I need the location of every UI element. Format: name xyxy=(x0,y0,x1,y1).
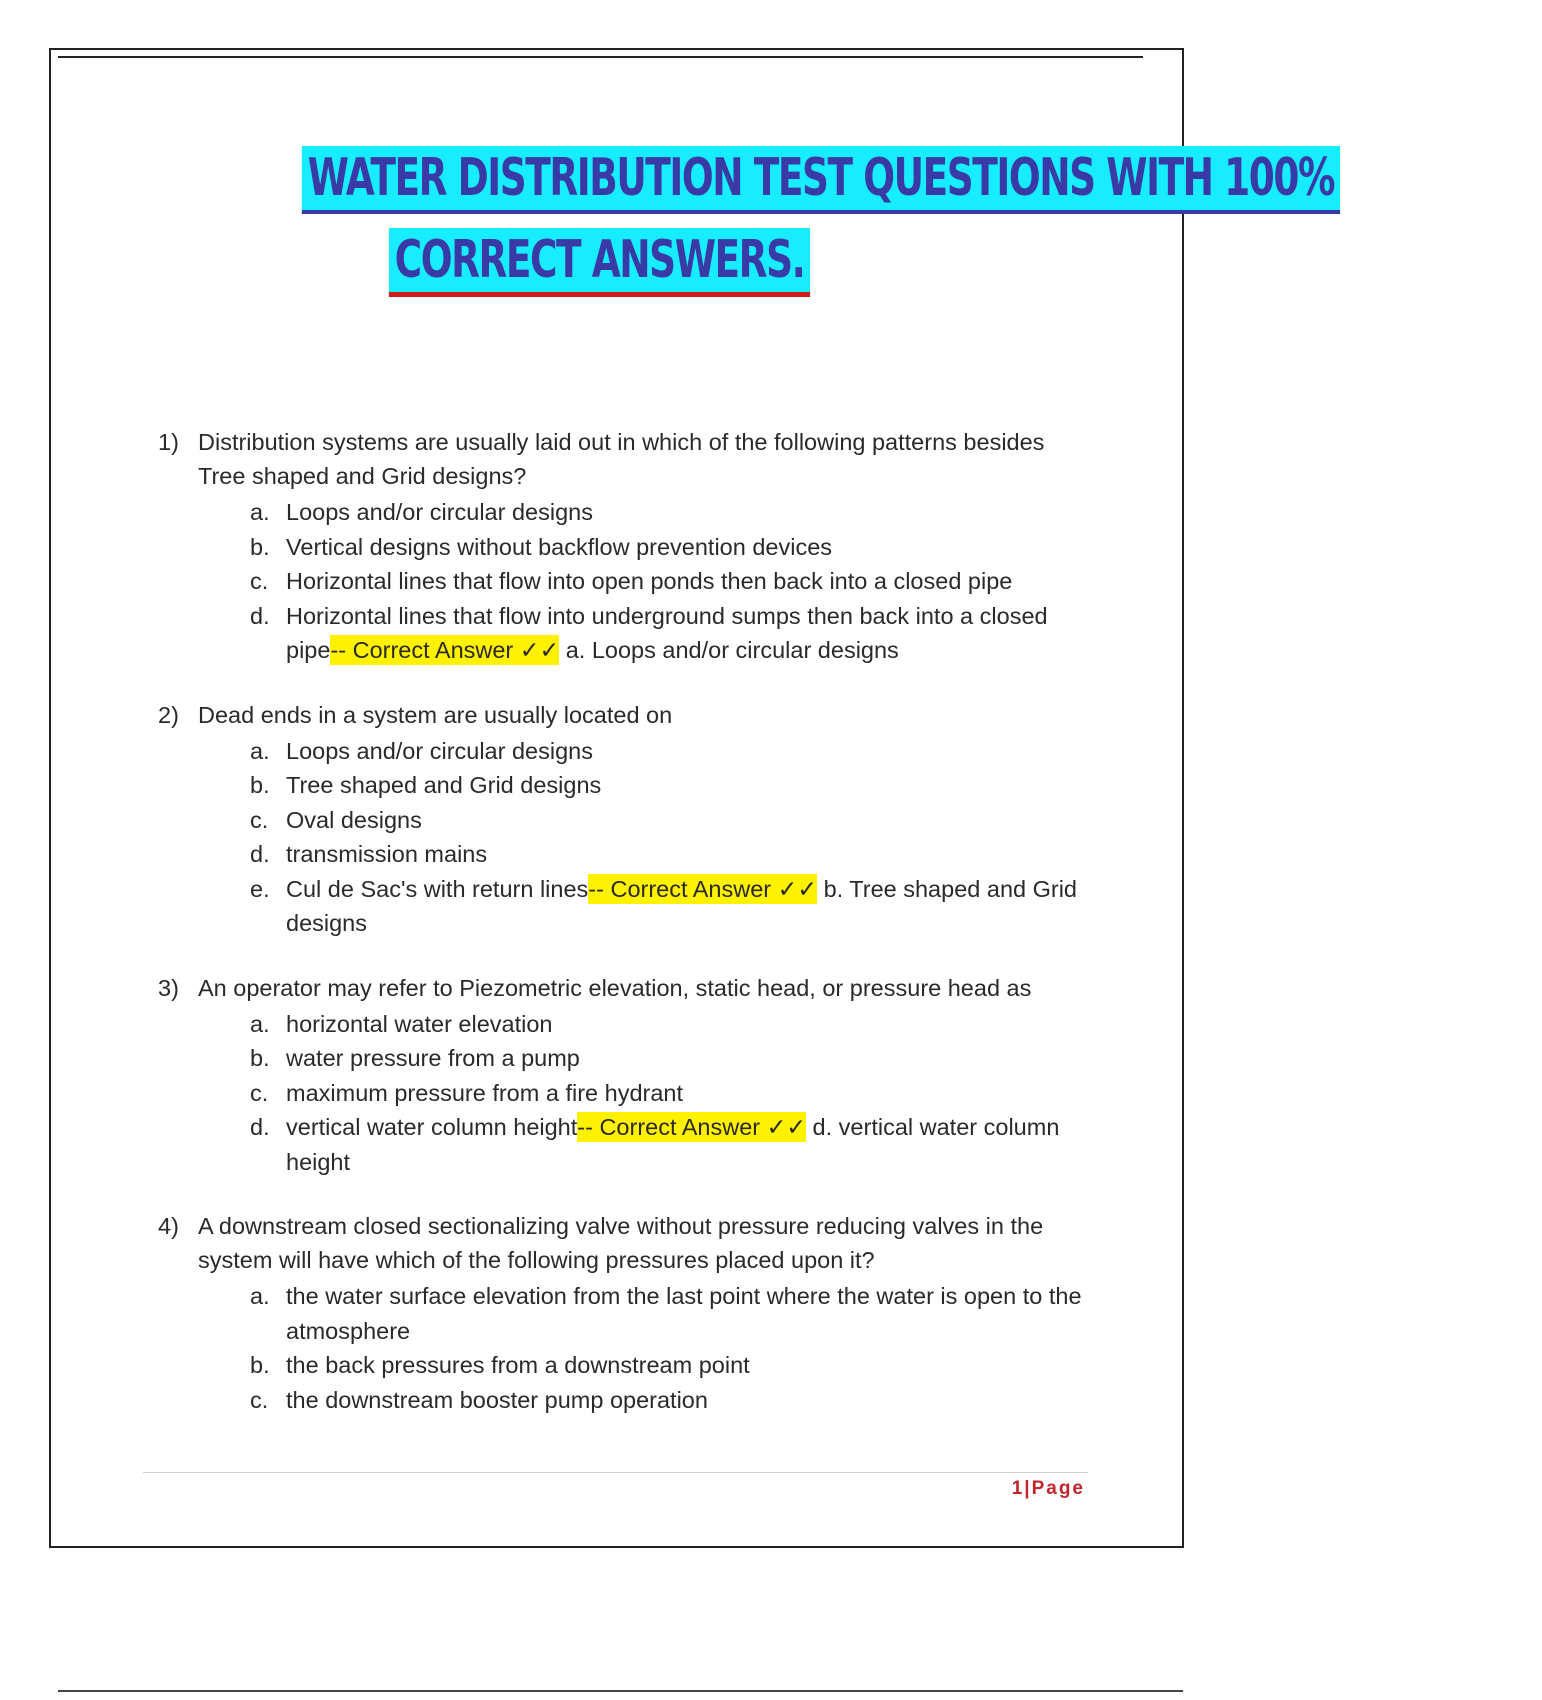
option-text: maximum pressure from a fire hydrant xyxy=(286,1079,684,1106)
correct-answer-marker: -- Correct Answer ✓✓ xyxy=(588,875,818,902)
option-letter: b. xyxy=(250,533,270,560)
option-letter: a. xyxy=(250,499,270,525)
option-text: Loops and/or circular designs xyxy=(286,737,593,764)
question-list xyxy=(158,425,1093,1447)
option-text: the back pressures from a downstream point xyxy=(286,1352,750,1378)
option-letter: d. xyxy=(250,1114,270,1140)
option-item xyxy=(158,1110,1093,1179)
option-item xyxy=(158,530,1093,565)
question-text: Distribution systems are usually laid out in which of the following patterns besides Tree shaped and Grid designs? xyxy=(198,429,1045,489)
document-title xyxy=(100,146,1335,297)
option-item xyxy=(158,564,1093,599)
footer-divider xyxy=(143,1472,1088,1473)
option-text: Vertical designs without backflow prevention devices xyxy=(286,533,833,560)
option-letter: e. xyxy=(250,875,270,902)
option-item xyxy=(158,803,1093,838)
correct-answer-text: b. Tree shaped and Grid designs xyxy=(286,875,1078,936)
correct-answer-marker: -- Correct Answer ✓✓ xyxy=(330,637,560,663)
option-item xyxy=(158,1279,1093,1348)
question-2 xyxy=(158,698,1093,941)
option-text: vertical water column height xyxy=(286,1114,578,1140)
option-text: horizontal water elevation xyxy=(286,1010,553,1037)
question-number: 1) xyxy=(158,429,179,455)
option-letter: c. xyxy=(250,806,269,833)
option-letter: a. xyxy=(250,1283,270,1309)
title-line-2: CORRECT ANSWERS. xyxy=(389,228,810,297)
option-letter: c. xyxy=(250,568,269,594)
option-item xyxy=(158,1076,1093,1111)
question-text: Dead ends in a system are usually located on xyxy=(198,701,673,728)
option-item xyxy=(158,1041,1093,1076)
correct-answer-text: d. vertical water column height xyxy=(286,1114,1060,1175)
question-text: An operator may refer to Piezometric elevation, static head, or pressure head as xyxy=(198,974,1032,1001)
option-text: transmission mains xyxy=(286,841,488,867)
option-text: Horizontal lines that flow into open ponds then back into a closed pipe xyxy=(286,568,1013,594)
option-text: Loops and/or circular designs xyxy=(286,499,593,525)
option-item xyxy=(158,837,1093,872)
question-3 xyxy=(158,971,1093,1180)
question-number: 2) xyxy=(158,701,179,728)
question-number: 3) xyxy=(158,974,179,1001)
option-letter: a. xyxy=(250,1010,270,1037)
option-letter: b. xyxy=(250,1352,270,1378)
top-rule xyxy=(58,56,1143,58)
option-item xyxy=(158,1348,1093,1383)
option-list xyxy=(158,1007,1093,1180)
option-item xyxy=(158,599,1093,668)
page-number: 1|Page xyxy=(1011,1478,1085,1499)
option-item xyxy=(158,1007,1093,1042)
question-4 xyxy=(158,1209,1093,1417)
option-letter: a. xyxy=(250,737,270,764)
option-text: the downstream booster pump operation xyxy=(286,1386,708,1413)
option-letter: c. xyxy=(250,1386,269,1413)
option-text: Horizontal lines that flow into underground sumps then back into a closed pipe xyxy=(286,602,1048,663)
option-item xyxy=(158,1383,1093,1418)
option-text: water pressure from a pump xyxy=(286,1045,580,1071)
option-letter: c. xyxy=(250,1079,269,1106)
option-item xyxy=(158,495,1093,530)
option-letter: b. xyxy=(250,1045,270,1071)
option-letter: d. xyxy=(250,841,270,867)
option-item xyxy=(158,734,1093,769)
question-1 xyxy=(158,425,1093,668)
option-text: the water surface elevation from the last point where the water is open to the atmosphere xyxy=(286,1283,1082,1344)
question-number: 4) xyxy=(158,1213,179,1239)
option-text: Cul de Sac's with return lines xyxy=(286,875,589,902)
correct-answer-text: a. Loops and/or circular designs xyxy=(565,637,899,663)
option-text: Oval designs xyxy=(286,806,422,833)
option-item xyxy=(158,872,1093,941)
next-page-rule xyxy=(58,1690,1183,1692)
option-list xyxy=(158,1279,1093,1417)
option-item xyxy=(158,768,1093,803)
option-list xyxy=(158,734,1093,941)
option-letter: b. xyxy=(250,772,270,798)
correct-answer-marker: -- Correct Answer ✓✓ xyxy=(577,1114,807,1140)
option-letter: d. xyxy=(250,602,270,629)
title-line-1: WATER DISTRIBUTION TEST QUESTIONS WITH 100% xyxy=(302,146,1340,214)
option-list xyxy=(158,495,1093,668)
question-text: A downstream closed sectionalizing valve without pressure reducing valves in the system will have which of the following pressures placed upon it? xyxy=(198,1213,1044,1273)
option-text: Tree shaped and Grid designs xyxy=(286,772,602,798)
